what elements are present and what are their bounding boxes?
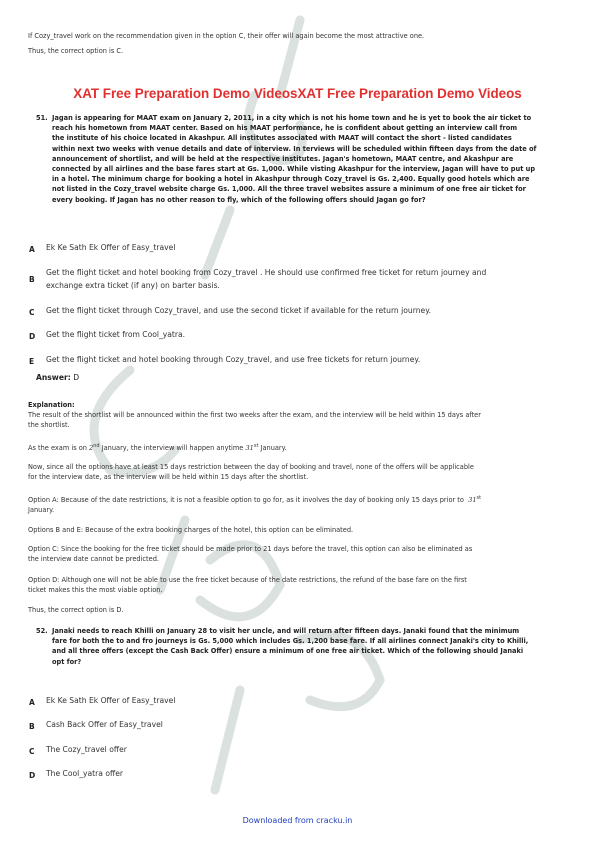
q51-option-e-letter: E bbox=[29, 357, 35, 366]
footer-download-link[interactable]: Downloaded from cracku.in bbox=[242, 816, 353, 825]
answer-label: Answer: bbox=[36, 373, 71, 382]
q52-option-d[interactable]: The Cool_yatra offer bbox=[46, 769, 124, 778]
q52-option-c-letter: C bbox=[29, 747, 35, 756]
explanation-para-6: Option C: Since the booking for the free ticket should be made prior to 21 days before the travel, this option can also be eliminated as the interview date cannot be predicted. bbox=[28, 545, 473, 563]
page-title[interactable]: XAT Free Preparation Demo VideosXAT Free Preparation Demo Videos bbox=[73, 86, 522, 101]
q51-answer bbox=[36, 373, 79, 382]
q51-option-d[interactable]: Get the flight ticket from Cool_yatra. bbox=[46, 330, 186, 339]
explanation-para-1: The result of the shortlist will be announced within the first two weeks after the exam, and the interview will be held within 15 days after the shortlist. bbox=[28, 411, 481, 429]
explanation-heading: Explanation: bbox=[28, 401, 75, 409]
q51-option-a[interactable]: Ek Ke Sath Ek Offer of Easy_travel bbox=[46, 243, 176, 252]
q52-option-c[interactable]: The Cozy_travel offer bbox=[46, 745, 127, 754]
explanation-para-2: As the exam is on 2nd January, the interview will happen anytime 31st January. bbox=[28, 442, 287, 452]
previous-conclusion-line: Thus, the correct option is C. bbox=[28, 47, 124, 55]
q52-option-a[interactable]: Ek Ke Sath Ek Offer of Easy_travel bbox=[46, 696, 176, 705]
explanation-para-5: Options B and E: Because of the extra booking charges of the hotel, this option can be eliminated. bbox=[28, 526, 354, 534]
q52-option-b[interactable]: Cash Back Offer of Easy_travel bbox=[46, 720, 163, 729]
explanation-para-4: Option A: Because of the date restrictions, it is not a feasible option to go for, as it involves the day of booking only 15 days prior to 31st January. bbox=[28, 494, 482, 514]
explanation-para-8: Thus, the correct option is D. bbox=[28, 606, 124, 614]
question-51-text: Jagan is appearing for MAAT exam on January 2, 2011, in a city which is not his home town and he is yet to book the air ticket to reach his hometown from MAAT center. Based on his MAAT performance, he is confident about getting an interview call from the institute of his choice located in Akashpur. All institutes associated with MAAT will contact the short - listed candidates within next two weeks with venue details and date of interview. In terviews will be scheduled within fifteen days from the date of announcement of shortlist, and will be held at the respective institutes. Jagan's hometown, MAAT centre, and Akashpur are connected by all airlines and the base fares start at Gs. 1,000. While visting Akashpur for the interview, Jagan will have to put up in a hotel. The minimum charge for booking a hotel in Akashpur through Cozy_travel is Gs. 2,400. Equally good hotels which are not listed in the Cozy_travel website charge Gs. 1,000. All the three travel websites assure a minimum of one free air ticket for every booking. If Jagan has no other reason to fly, which of the following offers should Jagan go for? bbox=[52, 114, 537, 204]
explanation-para-7: Option D: Although one will not be able to use the free ticket because of the date restrictions, the refund of the base fare on the first ticket makes this the most viable option. bbox=[28, 576, 467, 594]
q51-option-b-letter: B bbox=[29, 275, 35, 284]
q51-option-c[interactable]: Get the flight ticket through Cozy_travel, and use the second ticket if available for the return journey. bbox=[46, 306, 432, 315]
q52-option-b-letter: B bbox=[29, 722, 35, 731]
q51-option-c-letter: C bbox=[29, 308, 35, 317]
answer-value: D bbox=[73, 373, 80, 382]
q52-option-a-letter: A bbox=[29, 698, 35, 707]
question-51-number: 51. bbox=[36, 114, 48, 122]
explanation-para-3: Now, since all the options have at least 15 days restriction between the day of booking and travel, none of the offers will be applicable for the interview date, as the interview will be held within 15 days after the shortlist. bbox=[28, 463, 474, 481]
q51-option-a-letter: A bbox=[29, 245, 35, 254]
q51-option-d-letter: D bbox=[29, 332, 36, 341]
question-52-text: Janaki needs to reach Khilli on January 28 to visit her uncle, and will return after fifteen days. Janaki found that the minimum fare for both the to and fro journeys is Gs. 5,000 which includes Gs. 1,200 base fare. If all airlines connect Janaki's city to Khilli, and all three offers (except the Cash Back Offer) ensure a minimum of one free air ticket. Which of the following should Janaki opt for? bbox=[52, 627, 529, 666]
q51-option-e[interactable]: Get the flight ticket and hotel booking through Cozy_travel, and use free tickets for return journey. bbox=[46, 355, 421, 364]
q51-option-b[interactable]: Get the flight ticket and hotel booking from Cozy_travel . He should use confirmed free ticket for return journey and exchange extra ticket (if any) on barter basis. bbox=[46, 268, 487, 290]
q52-option-d-letter: D bbox=[29, 771, 36, 780]
previous-explanation-line: If Cozy_travel work on the recommendation given in the option C, their offer will again become the most attractive one. bbox=[28, 32, 425, 40]
question-52-number: 52. bbox=[36, 627, 48, 635]
